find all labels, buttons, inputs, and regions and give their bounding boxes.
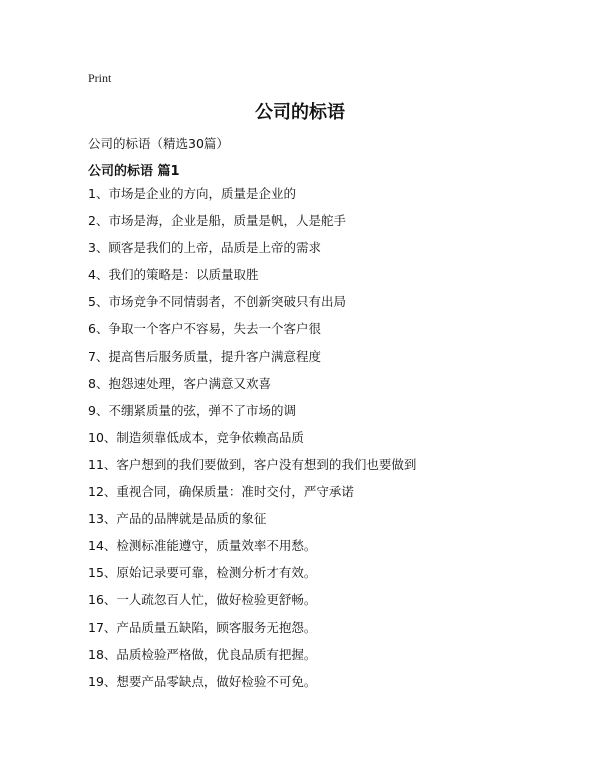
list-item: 17、产品质量五缺陷，顾客服务无抱怨。 [88,619,317,635]
section-heading: 公司的标语 篇1 [88,164,180,179]
list-item: 5、市场竞争不同情弱者，不创新突破只有出局 [88,294,346,310]
list-item: 4、我们的策略是：以质量取胜 [88,267,259,283]
list-item: 3、顾客是我们的上帝，品质是上帝的需求 [88,240,321,256]
list-item: 10、制造须靠低成本，竞争依赖高品质 [88,429,304,445]
list-item: 9、不绷紧质量的弦，弹不了市场的调 [88,402,296,418]
list-item: 12、重视合同，确保质量：准时交付，严守承诺 [88,484,354,500]
list-item: 2、市场是海，企业是船，质量是帆，人是舵手 [88,213,346,229]
list-item: 13、产品的品牌就是品质的象征 [88,511,267,527]
document-subtitle: 公司的标语（精选30篇） [88,136,229,151]
list-item: 19、想要产品零缺点，做好检验不可免。 [88,673,317,689]
slogan-list [88,186,568,701]
list-item: 16、一人疏忽百人忙，做好检验更舒畅。 [88,592,317,608]
list-item: 18、品质检验严格做，优良品质有把握。 [88,646,317,662]
list-item: 14、检测标准能遵守，质量效率不用愁。 [88,538,317,554]
list-item: 7、提高售后服务质量，提升客户满意程度 [88,348,321,364]
list-item: 11、客户想到的我们要做到，客户没有想到的我们也要做到 [88,456,417,472]
list-item: 6、争取一个客户不容易，失去一个客户很 [88,321,321,337]
list-item: 15、原始记录要可靠，检测分析才有效。 [88,565,317,581]
page-title: 公司的标语 [255,102,345,123]
list-item: 1、市场是企业的方向，质量是企业的 [88,186,296,201]
print-label: Print [88,71,112,85]
list-item: 8、抱怨速处理，客户满意又欢喜 [88,375,271,391]
